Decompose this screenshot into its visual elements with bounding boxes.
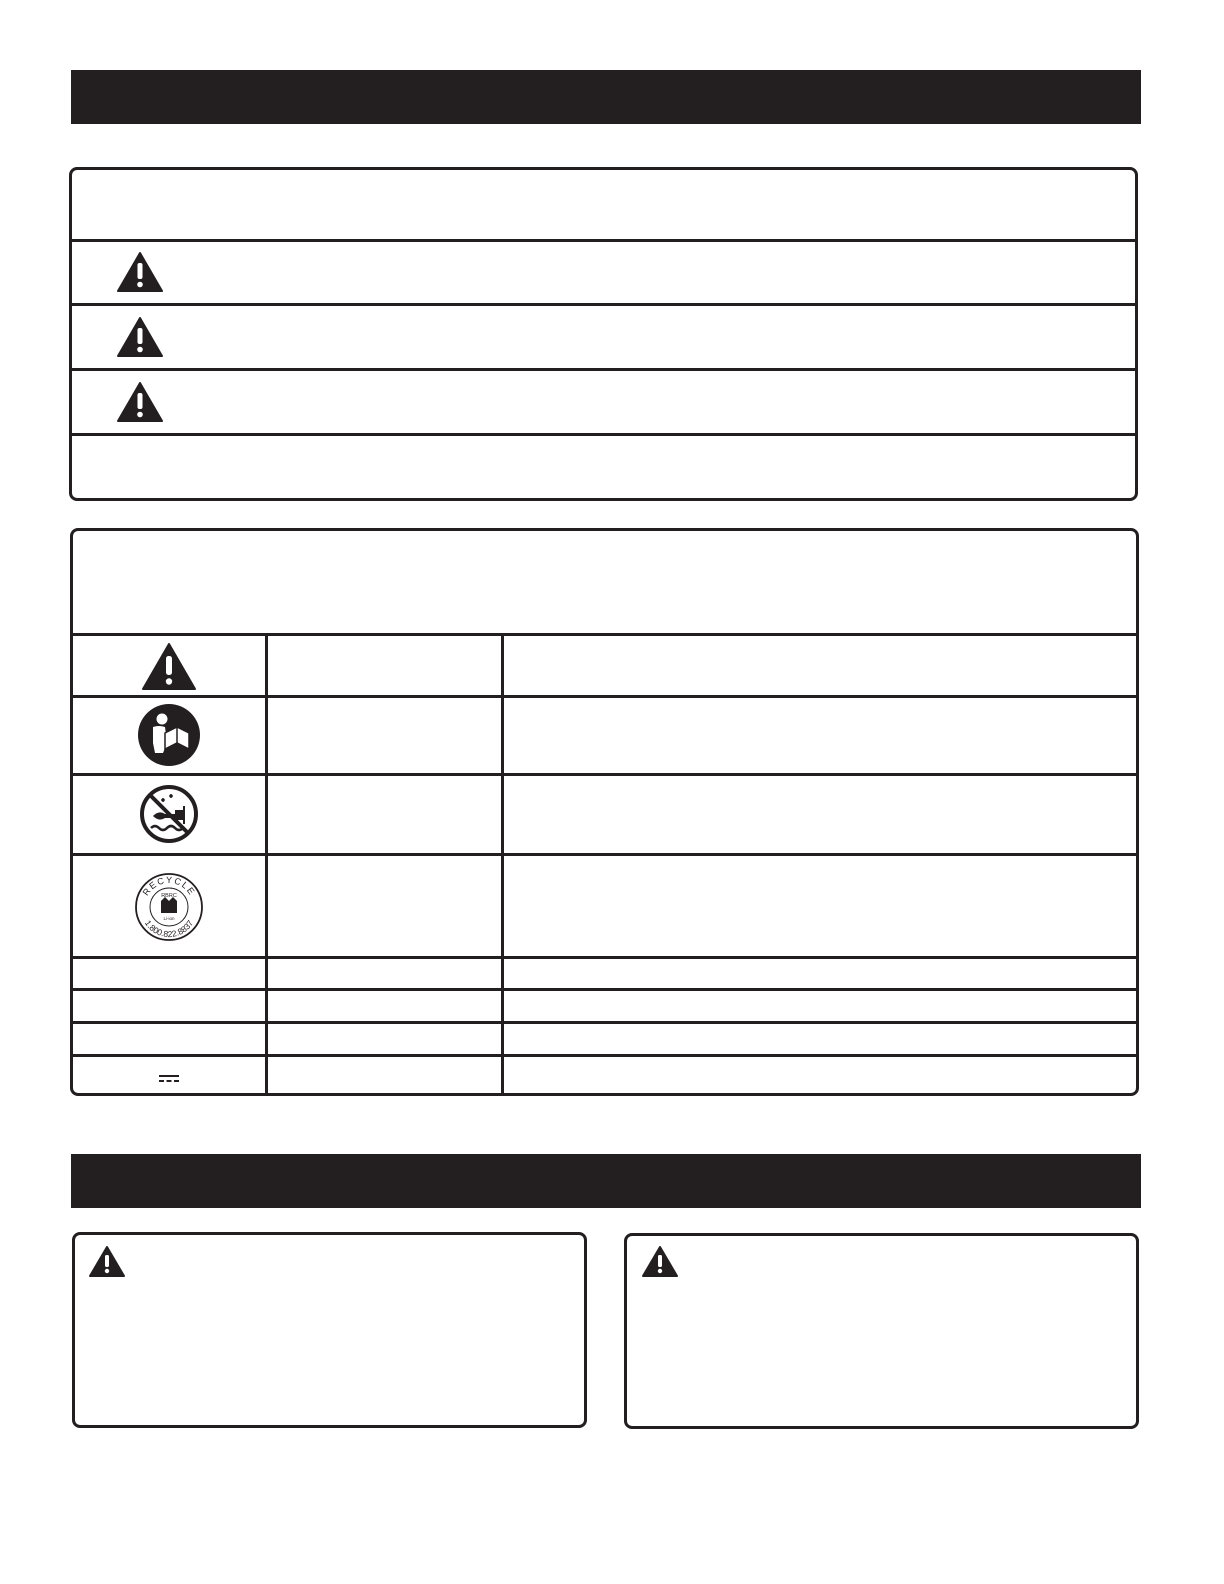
warning-triangle-icon <box>116 381 164 423</box>
seal-top-text: RECYCLE <box>140 874 198 898</box>
read-manual-icon <box>137 703 201 767</box>
symbol-text <box>73 1024 265 1054</box>
symbol-name <box>268 1057 501 1092</box>
no-wet-conditions-icon <box>139 784 199 844</box>
symbol-name <box>268 959 501 988</box>
symbol-meaning <box>504 636 1134 695</box>
rbrc-recycle-seal-icon <box>133 871 205 943</box>
section-banner-symbols <box>71 70 1141 124</box>
warning-box-text <box>643 1285 1123 1415</box>
signal-word-row-text <box>180 371 1130 433</box>
symbol-meaning <box>504 1057 1134 1092</box>
symbol-name <box>268 991 501 1021</box>
symbol-meaning <box>504 776 1134 853</box>
symbol-name <box>268 698 501 773</box>
symbol-name <box>268 1024 501 1054</box>
warning-triangle-icon <box>88 1245 126 1278</box>
symbol-text <box>73 991 265 1021</box>
warning-triangle-icon <box>141 642 197 692</box>
symbol-name <box>268 636 501 695</box>
signal-word-intro <box>72 175 1135 235</box>
warning-triangle-icon <box>116 251 164 293</box>
section-banner-features <box>71 1154 1141 1208</box>
signal-word-row-text <box>90 436 1130 496</box>
symbols-intro <box>73 540 1136 630</box>
warning-triangle-icon <box>641 1245 679 1278</box>
signal-word-row-text <box>180 306 1130 368</box>
warning-triangle-icon <box>116 316 164 358</box>
symbol-name <box>268 776 501 853</box>
warning-box-title <box>688 1250 1128 1276</box>
seal-center-text: Li-ion <box>163 916 175 921</box>
symbol-meaning <box>504 856 1134 956</box>
symbol-text <box>73 959 265 988</box>
seal-bottom-text: 1.800.822.8837 <box>142 918 196 940</box>
symbol-meaning <box>504 698 1134 773</box>
symbol-meaning <box>504 959 1134 988</box>
warning-box-text <box>90 1285 570 1415</box>
symbol-meaning <box>504 991 1134 1021</box>
symbol-meaning <box>504 1024 1134 1054</box>
direct-current-icon <box>159 1074 179 1084</box>
seal-sub-text: RBRC <box>161 893 177 899</box>
warning-box-title <box>135 1250 575 1276</box>
signal-word-row-text <box>180 242 1130 303</box>
symbol-name <box>268 856 501 956</box>
